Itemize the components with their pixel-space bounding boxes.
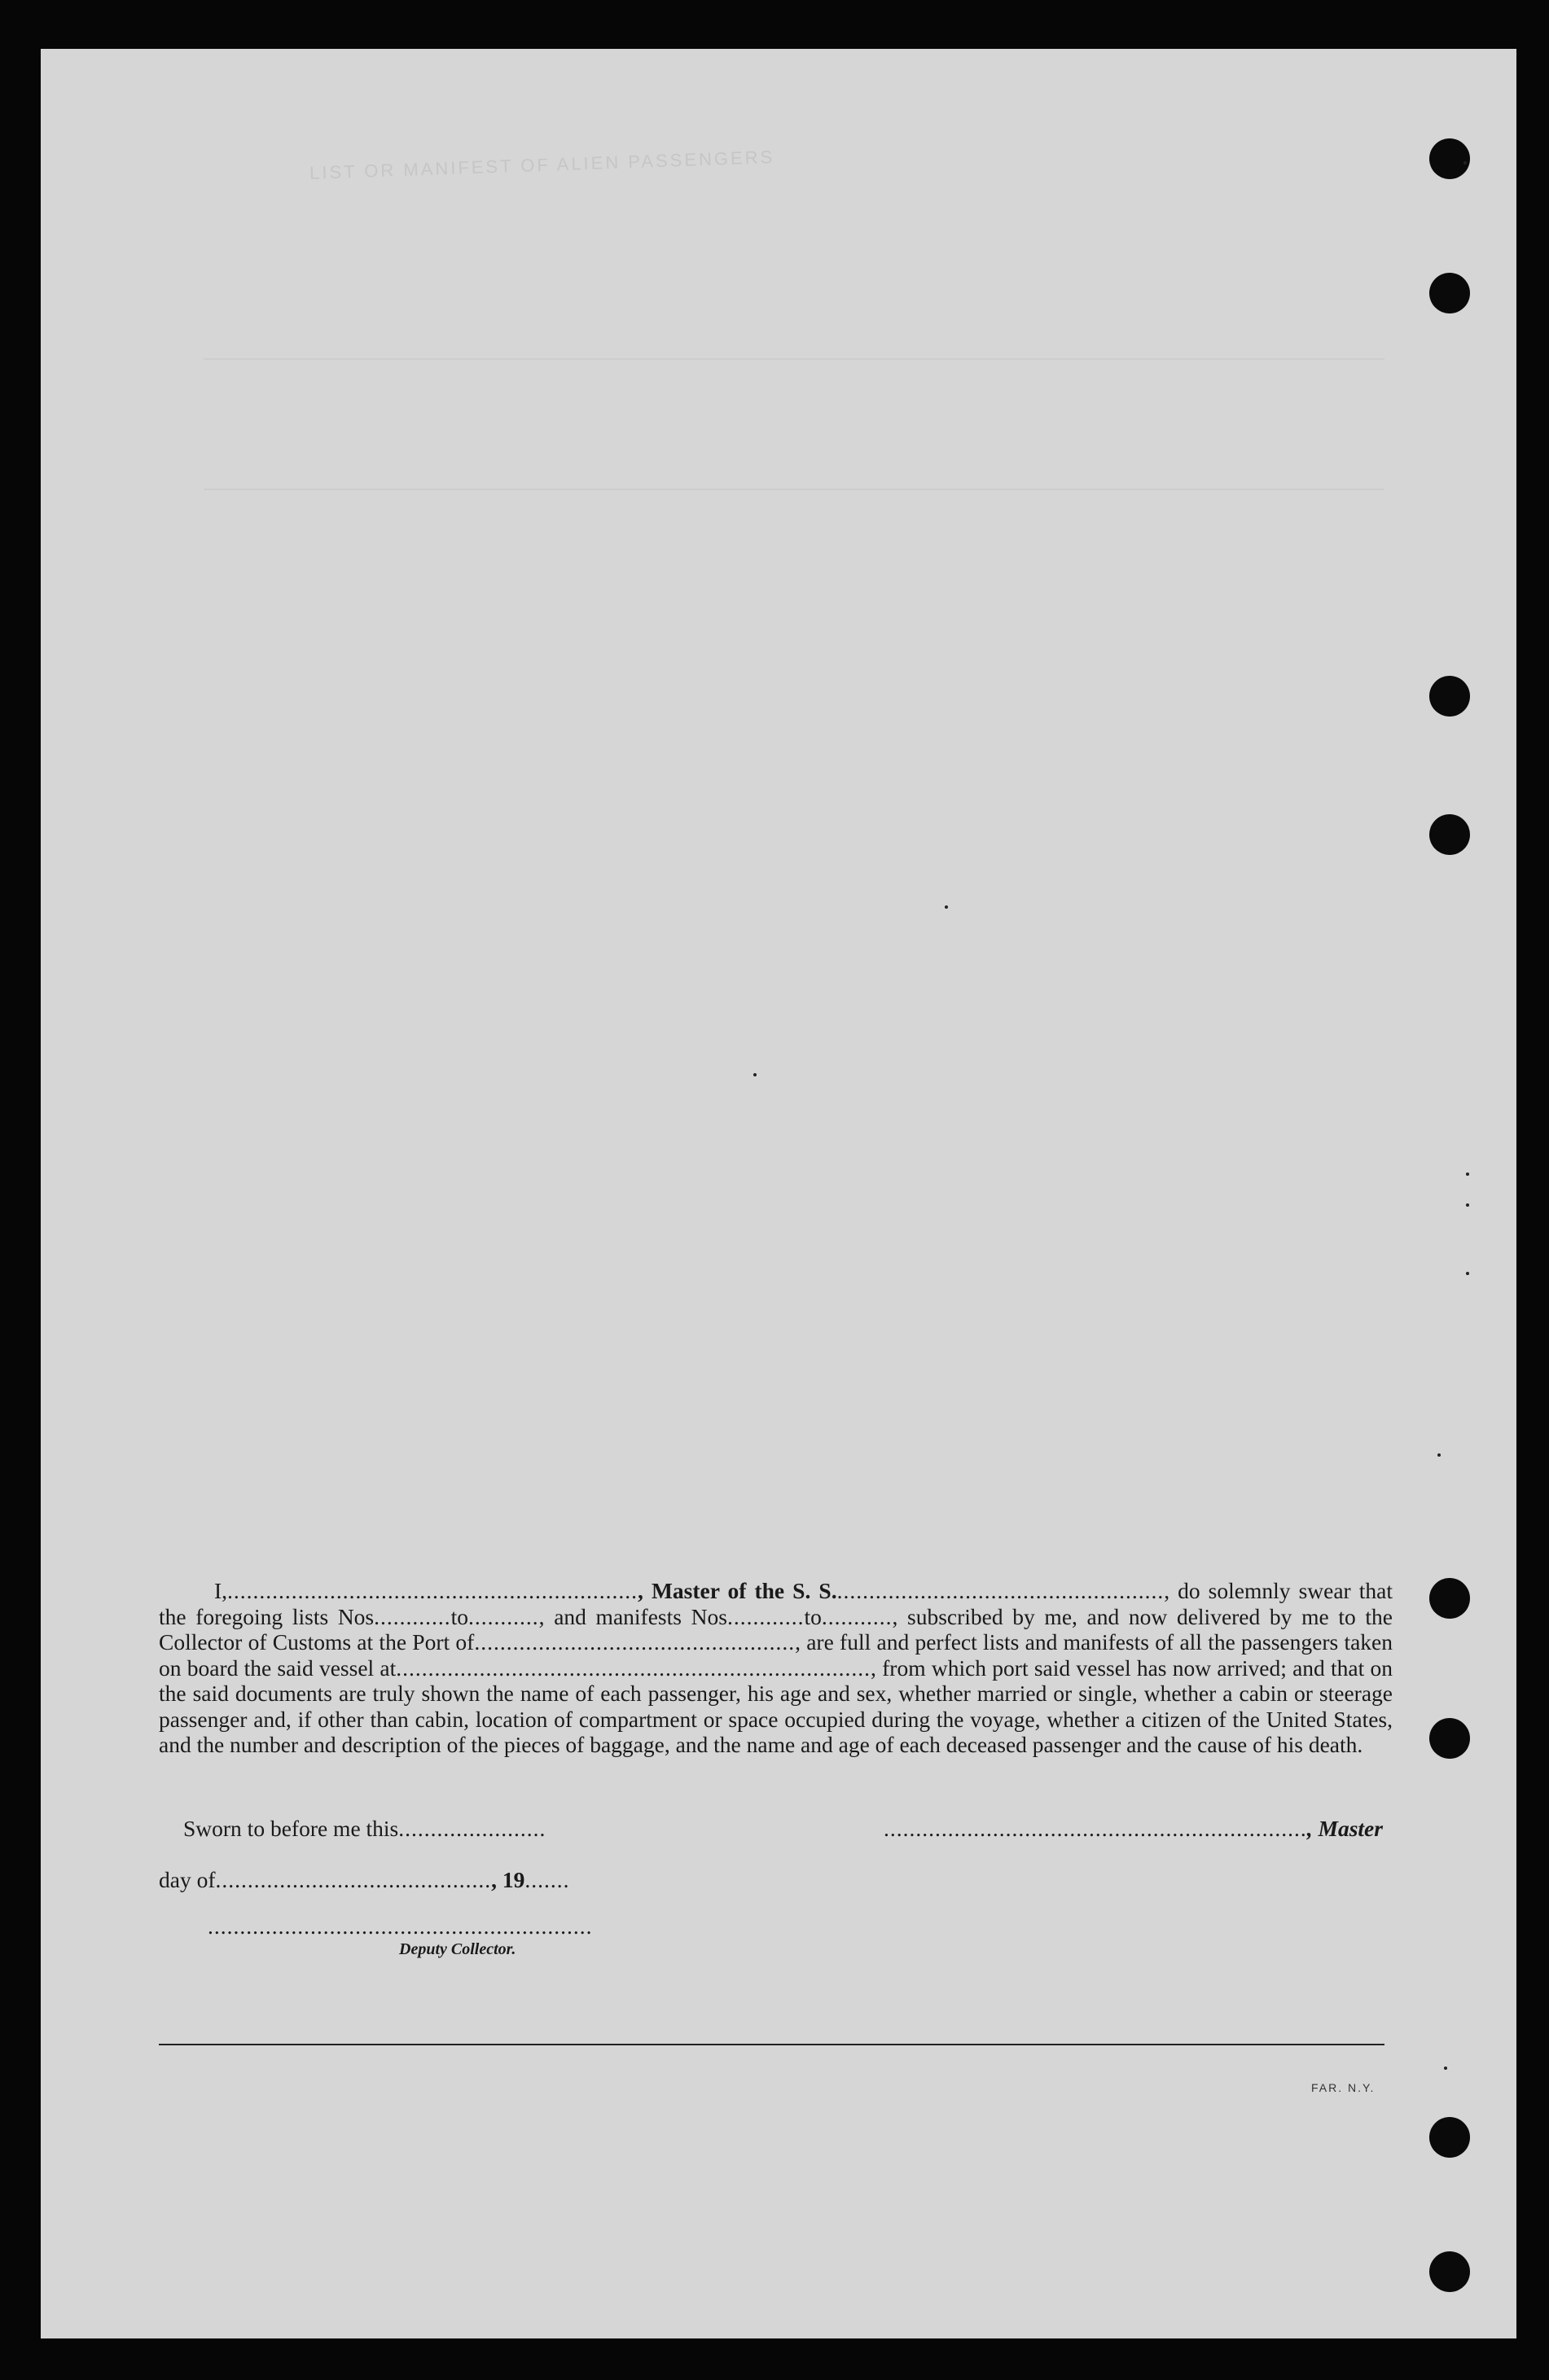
bleed-through-line bbox=[204, 489, 1384, 490]
master-signature-blank[interactable]: .................................................................. bbox=[884, 1816, 1307, 1841]
oath-text: , do solemnly swear that the foregoing lists Nos bbox=[159, 1578, 1393, 1629]
punch-hole bbox=[1429, 676, 1470, 717]
oath-text: to bbox=[450, 1603, 469, 1629]
day-blank[interactable]: ........................................... bbox=[215, 1867, 492, 1892]
deputy-signature-blank[interactable]: ............................................................ bbox=[208, 1913, 593, 1939]
master-label: , Master bbox=[1306, 1816, 1383, 1841]
speck bbox=[1466, 1203, 1469, 1207]
sworn-date-blank[interactable]: ....................... bbox=[398, 1816, 546, 1841]
speck bbox=[1444, 2067, 1447, 2070]
punch-hole bbox=[1429, 2117, 1470, 2158]
punch-hole bbox=[1429, 814, 1470, 855]
embarkation-port-blank[interactable]: .......................................................................... bbox=[396, 1655, 871, 1681]
sworn-line bbox=[183, 1816, 546, 1842]
oath-text: I, bbox=[214, 1578, 228, 1603]
speck bbox=[753, 1073, 757, 1076]
speck bbox=[1463, 161, 1467, 164]
punch-hole bbox=[1429, 1718, 1470, 1759]
speck bbox=[1437, 1453, 1441, 1457]
year-blank[interactable]: ....... bbox=[524, 1867, 570, 1892]
punch-hole bbox=[1429, 138, 1470, 179]
oath-paragraph bbox=[159, 1578, 1393, 1758]
speck bbox=[1466, 1172, 1469, 1176]
oath-text: , and manifests Nos bbox=[538, 1603, 727, 1629]
bleed-through-line bbox=[204, 358, 1384, 360]
sworn-label: Sworn to before me this bbox=[183, 1816, 399, 1841]
bleed-through-header: LIST OR MANIFEST OF ALIEN PASSENGERS bbox=[309, 147, 775, 183]
lists-from-blank[interactable]: ............ bbox=[374, 1603, 451, 1629]
divider-rule bbox=[159, 2044, 1384, 2045]
deputy-signature-line bbox=[208, 1913, 593, 1940]
punch-hole bbox=[1429, 273, 1470, 313]
port-blank[interactable]: .................................................. bbox=[474, 1629, 796, 1655]
day-label: day of bbox=[159, 1867, 216, 1892]
oath-text: to bbox=[804, 1603, 822, 1629]
deputy-collector-label: Deputy Collector. bbox=[399, 1940, 516, 1958]
day-line bbox=[159, 1867, 570, 1893]
manifests-from-blank[interactable]: ............ bbox=[726, 1603, 805, 1629]
oath-text: , are full and perfect lists and manifests of all the passengers taken on board the said vessel at bbox=[159, 1629, 1393, 1681]
oath-text: , from which port said vessel has now arrived; and that on the said documents are truly shown the name of each passenger, his age and sex, whether married or single, whether a cabin or steerage passenger and, if other than cabin, location of compartment or space occupied during the voyage, whether a citizen of the United States, and the number and description of the pieces of baggage, and the name and age of each deceased passenger and the cause of his death. bbox=[159, 1655, 1393, 1757]
speck bbox=[1466, 1272, 1469, 1275]
punch-hole bbox=[1429, 2251, 1470, 2292]
oath-text: , Master of the S. S. bbox=[638, 1578, 837, 1603]
year-label: , 19 bbox=[491, 1867, 525, 1892]
name-blank[interactable]: ................................................................ bbox=[227, 1578, 638, 1603]
punch-hole bbox=[1429, 1578, 1470, 1619]
master-signature-line bbox=[884, 1816, 1383, 1842]
vessel-blank[interactable]: ................................................... bbox=[836, 1578, 1165, 1603]
document-page bbox=[41, 49, 1516, 2338]
printer-mark: FAR. N.Y. bbox=[1311, 2081, 1376, 2094]
lists-to-blank[interactable]: ........... bbox=[468, 1603, 539, 1629]
speck bbox=[945, 905, 948, 909]
manifests-to-blank[interactable]: ........... bbox=[821, 1603, 893, 1629]
oath-text: , subscribed by me, and now delivered by me to the Collector of Customs at the Port of bbox=[159, 1603, 1393, 1655]
